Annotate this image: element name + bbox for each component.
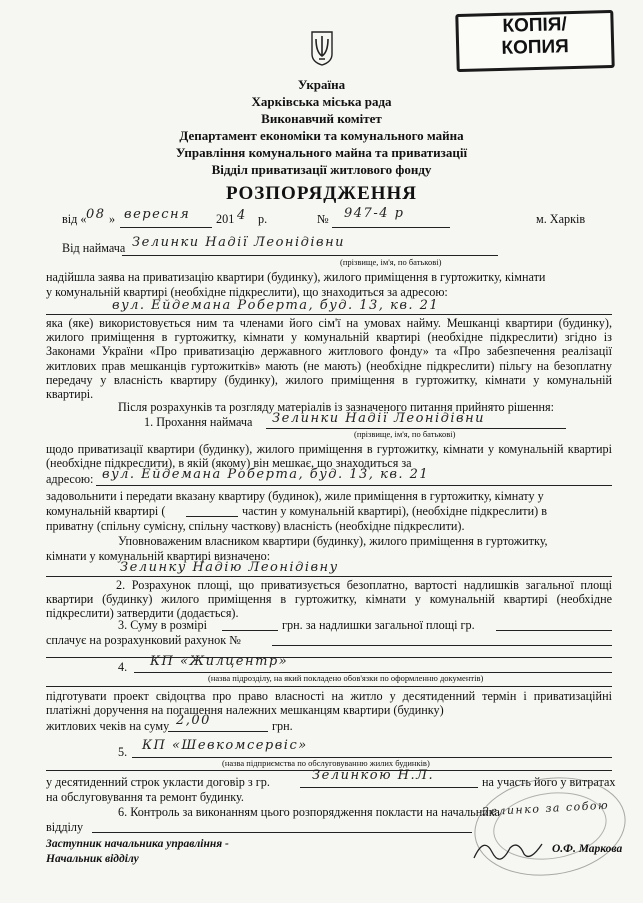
item3-sum-line bbox=[222, 630, 278, 631]
decision-line: Після розрахунків та розгляду матеріалів із зазначеного питання прийнято рішення: bbox=[118, 400, 555, 414]
paragraph-3-line-2b: частин у комунальній квартирі), (необхідне підкреслити) в bbox=[242, 504, 548, 518]
date-year-suffix: р. bbox=[258, 212, 268, 226]
contract-person-line bbox=[300, 787, 478, 788]
paragraph-3-line-2a: комунальній квартирі ( bbox=[46, 504, 166, 518]
item5-caption: (назва підприємства по обслуговуванню жилих будинків) bbox=[222, 758, 430, 768]
item1-label: 1. Прохання наймача bbox=[144, 415, 253, 429]
date-mid: » bbox=[109, 212, 116, 226]
item5-label: 5. bbox=[118, 745, 128, 759]
address-line bbox=[46, 314, 612, 315]
tenant-label: Від наймача bbox=[62, 241, 126, 255]
blank-line-1 bbox=[46, 657, 612, 658]
paragraph-5-line-2: на обслуговування та ремонт будинку. bbox=[46, 790, 244, 804]
paragraph-3-line-1: задовольнити і передати вказану квартиру (будинок), жиле приміщення в гуртожитку, кімнату у bbox=[46, 489, 544, 503]
date-day: 08 bbox=[86, 207, 106, 222]
header-directorate: Управління комунального майна та приватизації bbox=[175, 145, 468, 160]
paragraph-2: щодо приватизації квартири (будинку), жилого приміщення в гуртожитку, кімнати у комунальній квартирі (необхідне підкреслити), в якій (якому) він мешкає, що знаходиться за bbox=[46, 442, 612, 471]
paragraph-1: яка (яке) використовується ним та членами його сім'ї на умовах найму. Мешканці квартири (будинку), жилого приміщення в гуртожитку, кімнати у комунальній квартирі (необхідне підкреслити) згідно із Законами України «Про приватизацію державного житлового фонду» та «Про забезпечення реалізації житлових прав мешканців гуртожитків» мають (не мають) (необхідне підкреслити) пільгу на безоплатну передачу у власність квартиру (будинку), жилого приміщення в гуртожитку, кімнати у комунальній квартирі. bbox=[46, 316, 612, 402]
date-year-digit: 4 bbox=[237, 208, 247, 223]
item4-caption: (назва підрозділу, на який покладено обов'язки по оформленню документів) bbox=[208, 673, 484, 683]
item6-text: 6. Контроль за виконанням цього розпорядження покласти на начальника bbox=[118, 805, 500, 819]
header-division: Відділ приватизації житлового фонду bbox=[211, 162, 432, 177]
intro-line-1: надійшла заява на приватизацію квартири (будинку), жилого приміщення в гуртожитку, кімнати bbox=[46, 270, 546, 284]
tenant-name-line bbox=[122, 255, 498, 256]
doc-number: 947-4 р bbox=[344, 206, 405, 221]
handwritten-signature bbox=[470, 832, 550, 866]
item6-line-2: відділу bbox=[46, 820, 84, 834]
date-year-prefix: 201 bbox=[216, 212, 235, 226]
item2-text: 2. Розрахунок площі, що приватизується безоплатно, вартості надлишків загальної площі квартири (будинку) жилого приміщення в гуртожитку, кімнати у комунальній квартирі (необхідне підкреслити) затвердити (додається). bbox=[46, 578, 612, 621]
copy-stamp bbox=[455, 10, 614, 72]
item4-org: КП «Жилцентр» bbox=[150, 654, 289, 669]
document-title: РОЗПОРЯДЖЕННЯ bbox=[225, 183, 418, 204]
item3-b: грн. за надлишки загальної площі гр. bbox=[282, 618, 475, 632]
city: м. Харків bbox=[536, 212, 586, 226]
header-country: Україна bbox=[297, 77, 346, 92]
item3-a: 3. Суму в розмірі bbox=[118, 618, 208, 632]
owner-name: Зелинку Надію Леонідівну bbox=[120, 560, 339, 575]
date-month-line bbox=[120, 227, 212, 228]
item1-caption: (прізвище, ім'я, по батькові) bbox=[354, 429, 456, 439]
contract-person: Зелинкою Н.Л. bbox=[312, 768, 435, 783]
trident-emblem bbox=[309, 30, 335, 66]
cheques-amount: 2,00 bbox=[176, 713, 211, 728]
paragraph-3-line-3: приватну (спільну сумісну, спільну часткову) власність (необхідне підкреслити). bbox=[46, 519, 465, 533]
paragraph-4-last-a: житлових чеків на суму bbox=[46, 719, 170, 733]
stamp-line-2: КОПИЯ bbox=[501, 36, 570, 59]
owner-line bbox=[46, 576, 612, 577]
margin-note: Зелинко за собою bbox=[481, 798, 610, 819]
item3-line2: сплачує на розрахунковий рахунок № bbox=[46, 633, 241, 647]
header-committee: Виконавчий комітет bbox=[261, 111, 382, 126]
letterhead bbox=[0, 76, 643, 178]
item6-line bbox=[92, 832, 472, 833]
doc-number-line bbox=[332, 227, 450, 228]
paragraph-5-a: у десятиденний строк укласти договір з гр. bbox=[46, 775, 270, 789]
header-department: Департамент економіки та комунального майна bbox=[179, 128, 464, 143]
doc-number-label: № bbox=[317, 212, 329, 226]
owner-line-1: Уповноваженим власником квартири (будинку), жилого приміщення в гуртожитку, bbox=[118, 534, 548, 548]
address-handwritten: вул. Ейдемана Роберта, буд. 13, кв. 21 bbox=[112, 298, 440, 313]
paragraph-4-last-b: грн. bbox=[272, 719, 293, 733]
item4-label: 4. bbox=[118, 660, 128, 674]
item1-name: Зелинки Надії Леонідівни bbox=[272, 411, 486, 426]
date-month: вересня bbox=[124, 207, 191, 222]
tenant-caption: (прізвище, ім'я, по батькові) bbox=[340, 257, 442, 267]
paragraph-4: підготувати проект свідоцтва про право власності на житло у десятиденний термін і приватизаційні платіжні доручення на погашення належних мешканцям квартири (будинку) bbox=[46, 689, 612, 718]
intro-line-2: у комунальній квартирі (необхідне підкреслити), що знаходиться за адресою: bbox=[46, 285, 448, 299]
item3-person-line bbox=[496, 630, 612, 631]
item5-org: КП «Шевкомсервіс» bbox=[142, 738, 308, 753]
parts-blank-line bbox=[186, 516, 238, 517]
tenant-name: Зелинки Надії Леонідівни bbox=[132, 235, 346, 250]
address2-label: адресою: bbox=[46, 472, 94, 486]
signatory-role-1: Заступник начальника управління - bbox=[46, 838, 229, 850]
header-council: Харківська міська рада bbox=[251, 94, 392, 109]
signatory-role-2: Начальник відділу bbox=[46, 853, 139, 865]
date-from-label: від « bbox=[62, 212, 87, 226]
address2-handwritten: вул. Ейдемана Роберта, буд. 13, кв. 21 bbox=[102, 467, 430, 482]
account-line bbox=[272, 645, 612, 646]
amount-line bbox=[168, 731, 268, 732]
stamp-line-1: КОПІЯ/ bbox=[502, 14, 567, 37]
address2-line bbox=[96, 485, 612, 486]
owner-line-2: кімнати у комунальній квартирі визначено: bbox=[46, 549, 271, 563]
signatory-name: О.Ф. Маркова bbox=[552, 843, 623, 855]
paragraph-5-b: на участь його у витратах bbox=[482, 775, 616, 789]
blank-line-2 bbox=[46, 686, 612, 687]
